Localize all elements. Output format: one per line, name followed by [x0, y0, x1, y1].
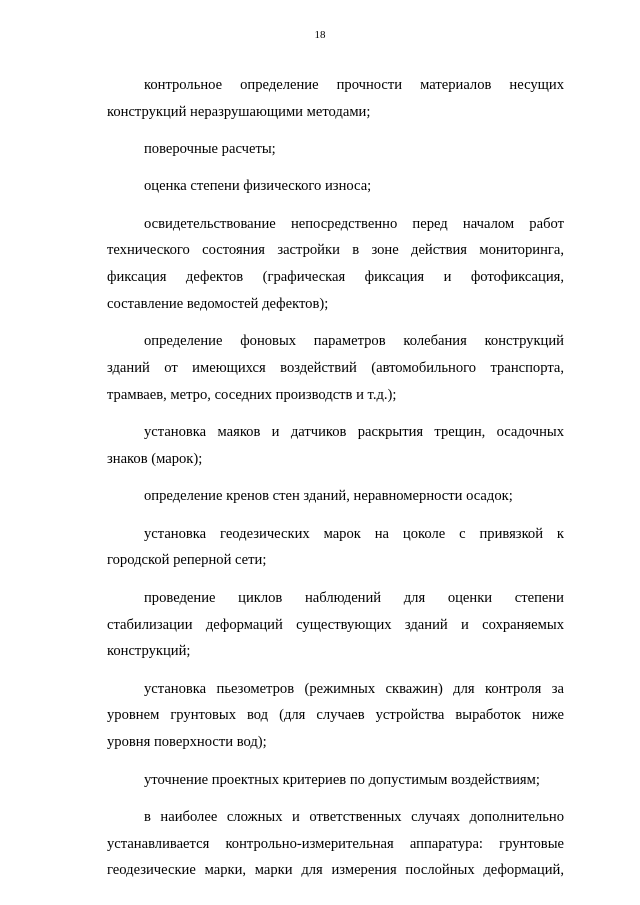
paragraph-line: поверочные расчеты;: [144, 141, 276, 158]
paragraph-line: знаков (марок);: [107, 451, 203, 468]
paragraph-line: фиксация дефектов (графическая фиксация и фотофиксация,: [107, 269, 564, 286]
paragraph-wall-tilt: [107, 483, 564, 510]
paragraph-line: контрольное определение прочности материалов несущих: [144, 77, 564, 93]
paragraph-line: определение фоновых параметров колебания конструкций: [144, 333, 564, 350]
paragraph-line: проведение циклов наблюдений для оценки степени: [144, 589, 564, 606]
paragraph-design-criteria: [107, 767, 564, 794]
paragraph-line: уточнение проектных критериев по допустимым воздействиям;: [144, 771, 540, 788]
paragraph-geodetic-marks: [107, 521, 564, 575]
paragraph-line: установка геодезических марок на цоколе с привязкой к: [144, 525, 564, 542]
paragraph-wear-assessment: [107, 173, 564, 200]
paragraph-line: трамваев, метро, соседних производств и т.д.);: [107, 386, 397, 403]
paragraph-line: городской реперной сети;: [107, 552, 267, 569]
paragraph-line: технического состояния застройки в зоне действия мониторинга,: [107, 242, 564, 259]
paragraph-piezometers: [107, 676, 564, 756]
paragraph-observation-cycles: [107, 585, 564, 665]
paragraph-building-survey: [107, 211, 564, 318]
document-body: [107, 72, 564, 895]
paragraph-line: уровнем грунтовых вод (для случаев устройства выработок ниже: [107, 707, 564, 724]
paragraph-line: установка маяков и датчиков раскрытия трещин, осадочных: [144, 424, 564, 441]
paragraph-additional-instrumentation: [107, 804, 564, 884]
paragraph-line: уровня поверхности вод);: [107, 734, 267, 751]
paragraph-vibration-parameters: [107, 328, 564, 408]
paragraph-line: оценка степени физического износа;: [144, 178, 372, 195]
paragraph-line: зданий от имеющихся воздействий (автомобильного транспорта,: [107, 360, 564, 377]
paragraph-line: стабилизации деформаций существующих зданий и сохраняемых: [107, 616, 564, 633]
paragraph-line: геодезические марки, марки для измерения послойных деформаций,: [107, 862, 564, 879]
paragraph-line: в наиболее сложных и ответственных случаях дополнительно: [144, 808, 564, 825]
paragraph-crack-sensors: [107, 419, 564, 473]
paragraph-verification-calculations: [107, 136, 564, 163]
paragraph-line: конструкций неразрушающими методами;: [107, 103, 371, 120]
paragraph-line: составление ведомостей дефектов);: [107, 296, 329, 313]
paragraph-line: устанавливается контрольно-измерительная аппаратура: грунтовые: [107, 835, 564, 852]
paragraph-line: установка пьезометров (режимных скважин) для контроля за: [144, 680, 564, 697]
paragraph-strength-testing: [107, 72, 564, 126]
paragraph-line: освидетельствование непосредственно перед началом работ: [144, 215, 564, 232]
paragraph-line: определение кренов стен зданий, неравномерности осадок;: [144, 488, 513, 505]
paragraph-line: конструкций;: [107, 643, 191, 660]
page-number: 18: [314, 29, 326, 41]
